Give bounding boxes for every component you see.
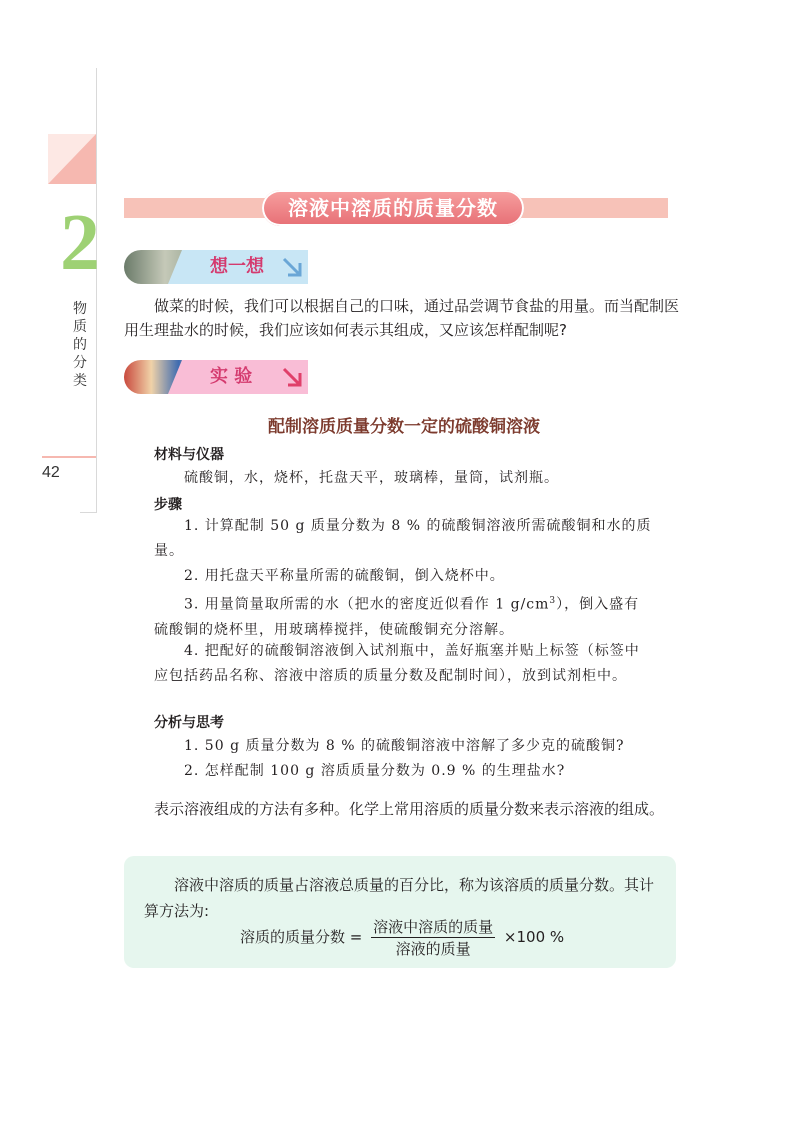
formula [240,916,564,959]
chapter-number: 2 [60,199,100,287]
chapter-name: 物质的分类 [73,301,87,389]
think-label: 想一想 [210,256,264,277]
section-title-box [262,190,524,226]
step-3-part-a: 3. 用量筒量取所需的水（把水的密度近似看作 1 g/cm [184,596,550,613]
question-1: 1. 50 g 质量分数为 8 % 的硫酸铜溶液中溶解了多少克的硫酸铜? [184,738,625,754]
formula-multiplier: ×100 % [503,928,565,946]
arrow-down-right-icon [280,365,304,389]
page-number: 42 [42,464,60,481]
arrow-down-right-icon [280,255,304,279]
experiment-title: 配制溶质质量分数一定的硫酸铜溶液 [268,417,540,437]
step-4: 4. 把配好的硫酸铜溶液倒入试剂瓶中，盖好瓶塞并贴上标签（标签中应包括药品名称、溶液中溶质的质量分数及配制时间），放到试剂柜中。 [154,643,640,684]
step-3 [154,589,654,643]
experiment-tag [124,360,308,394]
corner-decoration [48,134,96,184]
think-tag [124,250,308,284]
formula-numerator: 溶液中溶质的质量 [373,918,494,936]
step-3-superscript: 3 [549,596,557,606]
margin-line-foot [80,512,96,513]
analysis-heading: 分析与思考 [154,715,224,731]
formula-fraction [371,916,495,959]
step-3-part-b: ），倒入盛有硫酸铜的烧杯里，用玻璃棒搅拌，使硫酸铜充分溶解。 [154,596,640,638]
think-text: 做菜的时候，我们可以根据自己的口味，通过品尝调节食盐的用量。而当配制医用生理盐水的时候，我们应该如何表示其组成，又应该怎样配制呢? [124,297,680,339]
definition-text: 溶液中溶质的质量占溶液总质量的百分比，称为该溶质的质量分数。其计算方法为: [144,876,655,920]
experiment-label: 实 验 [210,366,253,387]
materials-text: 硫酸铜，水，烧杯，托盘天平，玻璃棒，量筒，试剂瓶。 [184,470,559,486]
question-2: 2. 怎样配制 100 g 溶质质量分数为 0.9 % 的生理盐水? [184,763,566,779]
margin-line [96,68,97,513]
step-2: 2. 用托盘天平称量所需的硫酸铜，倒入烧杯中。 [184,568,505,584]
materials-heading: 材料与仪器 [154,447,224,463]
page-number-box [42,456,96,492]
body-text: 表示溶液组成的方法有多种。化学上常用溶质的质量分数来表示溶液的组成。 [154,800,665,818]
section-title: 溶液中溶质的质量分数 [288,196,498,220]
formula-denominator: 溶液的质量 [395,940,471,958]
step-1: 1. 计算配制 50 g 质量分数为 8 % 的硫酸铜溶液所需硫酸铜和水的质量。 [154,518,652,559]
formula-left: 溶质的质量分数 = [240,928,363,946]
steps-heading: 步骤 [154,497,182,513]
